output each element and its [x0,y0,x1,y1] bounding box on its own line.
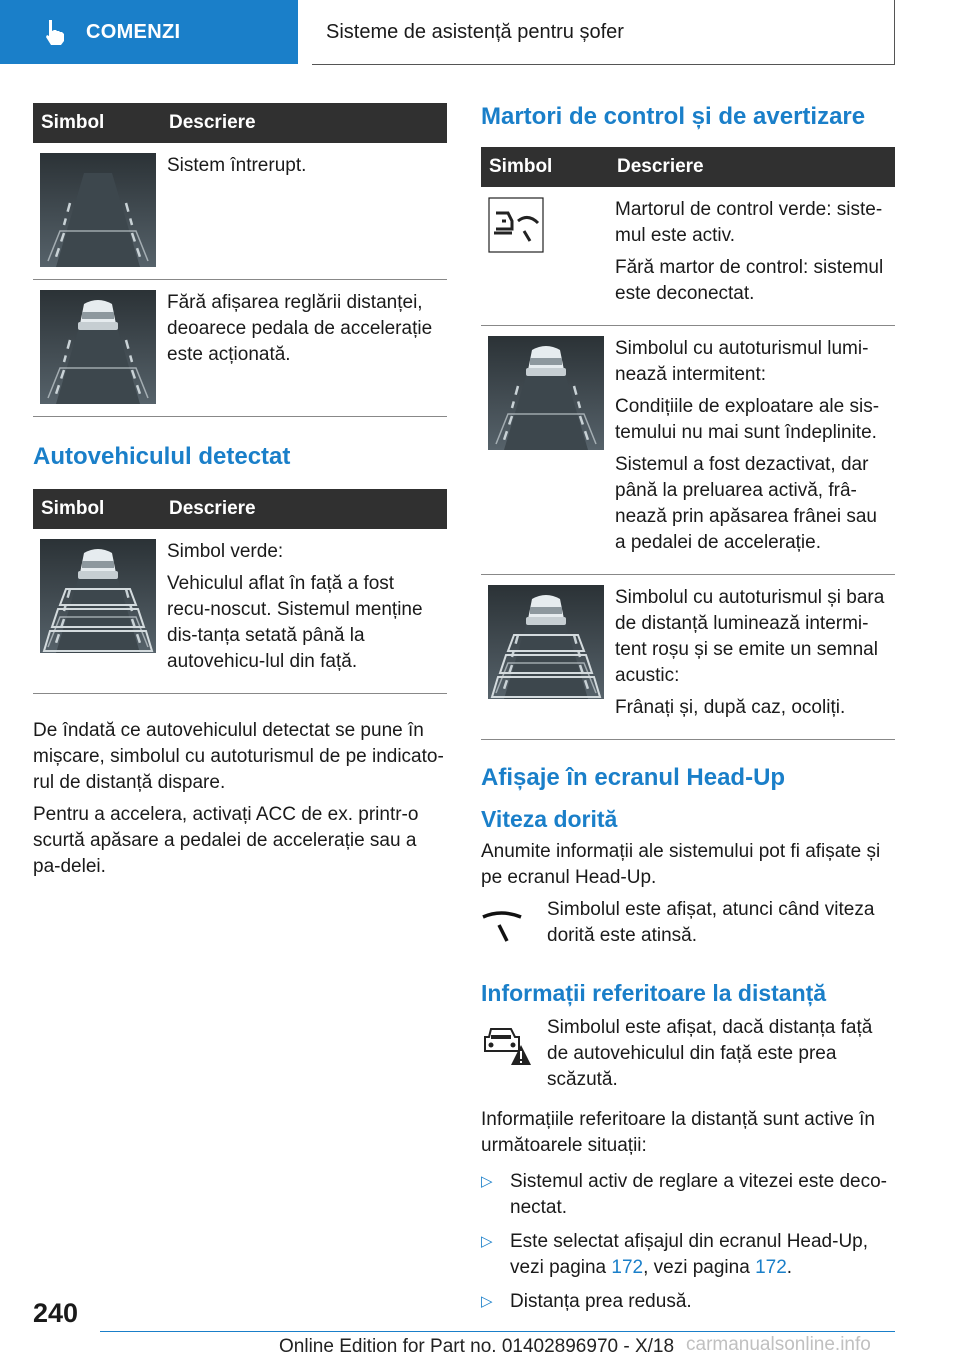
page-link[interactable]: 172 [611,1257,644,1278]
footer-edition: Online Edition for Part no. 01402896970 - X/18 [279,1336,675,1357]
list-item: ▷ Este selectat afișajul din ecranul Head-Up, vezi pagina 172, vezi pagina 172. [481,1231,869,1278]
right-column [481,103,895,1323]
speed-icon-text: Simbolul este afișat, atunci când viteza dorită este atinsă. [547,899,875,946]
bullet-triangle-icon: ▷ [481,1233,493,1250]
chapter-title-box [312,0,895,65]
symbol-table-2 [33,489,447,694]
table-row [481,187,895,326]
chapter-title: Sisteme de asistență pentru șofer [326,20,624,43]
bullet-list [481,1169,895,1315]
col-header-description: Descriere [165,103,447,143]
row-text: Simbol verde: [167,541,284,562]
col-header-symbol: Simbol [481,147,613,187]
col-header-symbol: Simbol [33,103,165,143]
distance-icon-row [481,1015,895,1093]
heading-distance-info: Informații referitoare la distanță [481,980,827,1006]
symbol-table-1 [33,103,447,417]
acc-indicator-icon [488,197,544,253]
page-number: 240 [33,1298,79,1328]
page-link[interactable]: 172 [755,1257,787,1278]
bullet-triangle-icon: ▷ [481,1293,493,1310]
row-text: Fără afișarea reglării distanței, deoarece pedala de accelerație este acționată. [167,292,433,365]
footer-divider [100,1331,895,1332]
row-text: Simbolul cu autoturismul lumi-nează intermitent: [615,338,869,385]
heading-head-up: Afișaje în ecranul Head-Up [481,764,786,791]
symbol-table-3 [481,147,895,740]
row-text: Sistemul a fost dezactivat, dar până la preluarea activă, frâ-nează prin apăsarea frânei sau a pedalei de accelerație. [615,454,877,553]
row-text: Martorul de control verde: siste-mul este activ. [615,199,883,246]
table-row [481,575,895,740]
section-tab-label: COMENZI [86,20,181,43]
row-text: Fără martor de control: sistemul este deconectat. [615,257,884,304]
section-tab[interactable] [0,0,298,64]
paragraph: Anumite informații ale sistemului pot fi afișate și pe ecranul Head-Up. [481,841,881,888]
distance-warning-icon [481,1021,533,1067]
heading-detected-vehicle: Autovehiculul detectat [33,443,291,470]
acc-road-car-bars-icon [40,539,156,653]
col-header-symbol: Simbol [33,489,165,529]
paragraph: Informațiile referitoare la distanță sunt active în următoarele situații: [481,1109,875,1156]
paragraph: De îndată ce autovehiculul detectat se pune în mișcare, simbolul cu autoturismul de pe indicato-rul de distanță dispare. [33,720,444,793]
hand-touch-icon [40,17,70,47]
row-text: Sistem întrerupt. [167,155,307,176]
acc-road-icon [40,153,156,267]
bullet-triangle-icon: ▷ [481,1173,493,1190]
paragraph: Pentru a accelera, activați ACC de ex. printr-o scurtă apăsare a pedalei de accelerație sau a pa-delei. [33,804,419,877]
row-text: Simbolul cu autoturismul și bara de distanță luminează intermi-tent roșu și se emite un semnal acustic: [615,587,885,686]
acc-road-car-icon [488,336,604,450]
speed-reached-icon [481,905,525,949]
heading-warning-lights: Martori de control și de avertizare [481,103,866,130]
distance-icon-text: Simbolul este afișat, dacă distanța față de autovehiculul din față este prea scăzută. [547,1017,873,1090]
table-row [33,529,447,694]
table-row [33,280,447,417]
table-row [481,326,895,575]
acc-road-car-bars-icon [488,585,604,699]
row-text: Condițiile de exploatare ale sis-temului nu mai sunt îndeplinite. [615,396,880,443]
watermark: carmanualsonline.info [686,1334,871,1355]
speed-icon-row [481,897,895,954]
heading-desired-speed: Viteza dorită [481,806,618,832]
col-header-description: Descriere [165,489,447,529]
table-row [33,143,447,280]
list-item: ▷ Sistemul activ de reglare a vitezei este deco-nectat. [481,1171,888,1218]
acc-road-car-icon [40,290,156,404]
left-column [33,103,447,886]
row-text: Vehiculul aflat în față a fost recu-noscut. Sistemul menține dis-tanța setată până la autovehicu-lul din față. [167,573,423,672]
col-header-description: Descriere [613,147,895,187]
row-text: Frânați și, după caz, ocoliți. [615,697,846,718]
list-item: ▷ Distanța prea redusă. [481,1289,895,1315]
